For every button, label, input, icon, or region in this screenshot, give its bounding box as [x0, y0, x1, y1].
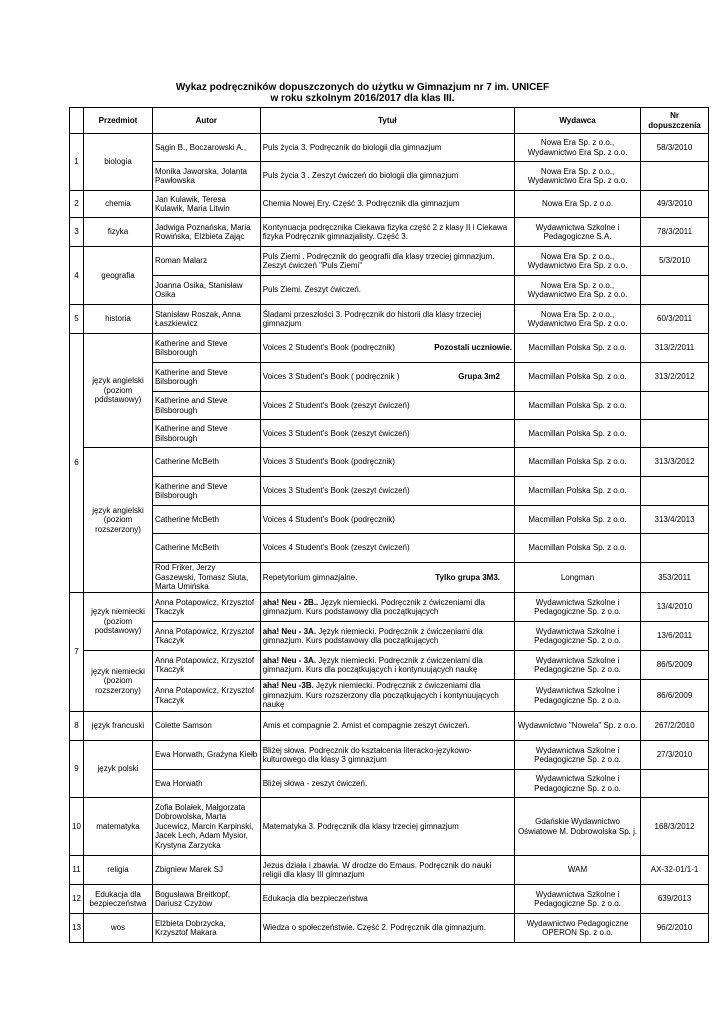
table-row: [70, 741, 709, 770]
approval-number-cell: [641, 162, 709, 191]
author-cell: Colette Samson: [152, 712, 260, 741]
approval-number-cell: 639/2013: [641, 885, 709, 914]
author-cell: Sągin B., Boczarowski A.,: [152, 134, 260, 162]
approval-number-cell: [641, 477, 709, 506]
subject-cell: matematyka: [84, 798, 153, 856]
title-cell: Puls Ziemi. Zeszyt ćwiczeń.: [260, 276, 514, 305]
publisher-cell: Macmillan Polska Sp. z o.o.: [515, 477, 641, 506]
approval-number-cell: 27/3/2010: [641, 741, 709, 770]
publisher-cell: Nowa Era Sp. z o.o., Wydawnictwo Era Sp. z o.o.: [515, 247, 641, 276]
group-number: 8: [70, 712, 84, 741]
approval-number-cell: 353/2011: [641, 563, 709, 593]
author-cell: Katherine and Steve Bilsborough: [152, 363, 260, 392]
table-row: [70, 506, 709, 534]
subject-cell: język angielski (poziom rozszerzony): [84, 448, 153, 593]
title-cell: Chemia Nowej Ery. Część 3. Podręcznik dla gimnazjum: [260, 191, 514, 218]
title-cell: Voices 4 Student's Book (podręcznik): [260, 506, 514, 534]
title-cell: Edukacja dla bezpieczeństwa: [260, 885, 514, 914]
subject-cell: język niemiecki (poziom podstawowy): [84, 593, 153, 651]
group-number: 12: [70, 885, 84, 914]
col-header-nr-lp: [70, 108, 84, 134]
author-cell: Ewa Horwath: [152, 770, 260, 798]
author-cell: Jan Kulawik, Teresa Kulawik, Maria Litwin: [152, 191, 260, 218]
publisher-cell: Macmillan Polska Sp. z o.o.: [515, 334, 641, 363]
table-row: [70, 563, 709, 593]
approval-number-cell: 49/3/2010: [641, 191, 709, 218]
subject-cell: historia: [84, 305, 153, 334]
subject-cell: język polski: [84, 741, 153, 798]
table-row: [70, 712, 709, 741]
author-cell: Zbigniew Marek SJ: [152, 856, 260, 885]
author-cell: Catherine McBeth: [152, 506, 260, 534]
approval-number-cell: 168/3/2012: [641, 798, 709, 856]
title-note: aha! Neu - 2B..: [262, 597, 319, 607]
title-cell: Bliżej słowa - zeszyt ćwiczeń.: [260, 770, 514, 798]
title-note: Pozostali uczniowie.: [434, 343, 512, 353]
author-cell: Anna Potapowicz, Krzysztof Tkaczyk: [152, 593, 260, 622]
title-cell: Voices 2 Student's Book (zeszyt ćwiczeń): [260, 392, 514, 420]
approval-number-cell: 96/2/2010: [641, 914, 709, 943]
group-number: 1: [70, 134, 84, 191]
title-note: aha! Neu - 3A.: [262, 626, 317, 636]
author-cell: Ewa Horwath, Grażyna Kiełb: [152, 741, 260, 770]
approval-number-cell: 78/3/2011: [641, 218, 709, 247]
table-row: [70, 334, 709, 363]
approval-number-cell: [641, 392, 709, 420]
publisher-cell: Wydawnictwa Szkolne i Pedagogiczne Sp. z o.o.: [515, 770, 641, 798]
col-header-tytul: Tytuł: [260, 108, 514, 134]
col-header-przedmiot: Przedmiot: [84, 108, 153, 134]
title-note: aha! Neu -3B.: [262, 681, 314, 691]
group-number: 5: [70, 305, 84, 334]
group-number: 11: [70, 856, 84, 885]
subject-cell: Edukacja dla bezpieczeństwa: [84, 885, 153, 914]
publisher-cell: Wydawnictwa Szkolne i Pedagogiczne Sp. z o.o.: [515, 593, 641, 622]
author-cell: Roman Malarz: [152, 247, 260, 276]
approval-number-cell: 13/6/2011: [641, 622, 709, 651]
subject-cell: biologia: [84, 134, 153, 191]
table-row: [70, 770, 709, 798]
table-row: [70, 420, 709, 448]
subject-cell: fizyka: [84, 218, 153, 247]
title-text: Język niemiecki. Podręcznik z ćwiczeniami dla gimnazjum. Kurs podstawowy dla początkujących: [262, 597, 486, 616]
publisher-cell: Wydawnictwa Szkolne i Pedagogiczne Sp. z o.o.: [515, 651, 641, 680]
publisher-cell: Gdańskie Wydawnictwo Oświatowe M. Dobrowolska Sp. j.: [515, 798, 641, 856]
group-number: 9: [70, 741, 84, 798]
title-text: Język niemiecki. Podręcznik z ćwiczeniami dla gimnazjum. Kurs podstawowy dla początkujących: [262, 626, 483, 645]
table-row: [70, 798, 709, 856]
title-cell: Puls życia 3 . Zeszyt ćwiczeń do biologii dla gimnazjum: [260, 162, 514, 191]
author-cell: Jadwiga Poznańska, Maria Rowińska, Elżbieta Zając: [152, 218, 260, 247]
title-text: Repetytorium gimnazjalne.: [262, 572, 358, 582]
approval-number-cell: [641, 534, 709, 563]
publisher-cell: Macmillan Polska Sp. z o.o.: [515, 534, 641, 563]
publisher-cell: Longman: [515, 563, 641, 593]
publisher-cell: Wydawnictwo "Nowela" Sp. z o.o.: [515, 712, 641, 741]
title-note: Grupa 3m2: [458, 372, 500, 382]
approval-number-cell: [641, 276, 709, 305]
group-number: 2: [70, 191, 84, 218]
title-cell: Voices 3 Student's Book (zeszyt ćwiczeń): [260, 420, 514, 448]
approval-number-cell: 5/3/2010: [641, 247, 709, 276]
publisher-cell: Nowa Era Sp. z o.o., Wydawnictwo Era Sp. z o.o.: [515, 162, 641, 191]
table-row: [70, 622, 709, 651]
approval-number-cell: 86/6/2009: [641, 680, 709, 712]
author-cell: Anna Potapowicz, Krzysztof Tkaczyk: [152, 622, 260, 651]
approval-number-cell: 86/5/2009: [641, 651, 709, 680]
table-row: [70, 276, 709, 305]
title-cell: Voices 3 Student's Book (podręcznik): [260, 448, 514, 477]
publisher-cell: Wydawnictwa Szkolne i Pedagogiczne S.A.: [515, 218, 641, 247]
publisher-cell: Wydawnictwa Szkolne i Pedagogiczne Sp. z o.o.: [515, 741, 641, 770]
approval-number-cell: 313/2/2012: [641, 363, 709, 392]
publisher-cell: Macmillan Polska Sp. z o.o.: [515, 420, 641, 448]
subject-cell: język angielski (poziom pddstawowy): [84, 334, 153, 448]
subject-cell: język niemiecki (poziom rozszerzony): [84, 651, 153, 712]
table-row: [70, 448, 709, 477]
publisher-cell: Macmillan Polska Sp. z o.o.: [515, 506, 641, 534]
title-cell: Voices 3 Student's Book (zeszyt ćwiczeń): [260, 477, 514, 506]
approval-number-cell: 267/2/2010: [641, 712, 709, 741]
author-cell: Katherine and Steve Bilsborough: [152, 334, 260, 363]
col-header-wydawca: Wydawca: [515, 108, 641, 134]
table-row: [70, 593, 709, 622]
approval-number-cell: 313/3/2012: [641, 448, 709, 477]
table-row: [70, 680, 709, 712]
group-number: 3: [70, 218, 84, 247]
table-row: [70, 134, 709, 162]
col-header-autor: Autor: [152, 108, 260, 134]
table-row: [70, 651, 709, 680]
author-cell: Katherine and Steve Bilsborough: [152, 420, 260, 448]
approval-number-cell: 58/3/2010: [641, 134, 709, 162]
subject-cell: chemia: [84, 191, 153, 218]
title-cell: [260, 680, 514, 712]
title-note: aha! Neu - 3A.: [262, 655, 317, 665]
title-cell: Puls życia 3. Podręcznik do biologii dla gimnazjum: [260, 134, 514, 162]
title-cell: Amis et compagnie 2. Amist et compagnie zeszyt ćwiczeń.: [260, 712, 514, 741]
author-cell: Catherine McBeth: [152, 448, 260, 477]
header-row: [70, 108, 709, 134]
title-cell: [260, 334, 514, 363]
group-number: 7: [70, 593, 84, 712]
subject-cell: geografia: [84, 247, 153, 305]
document-subtitle: w roku szkolnym 2016/2017 dla klas III.: [270, 93, 455, 104]
author-cell: Catherine McBeth: [152, 534, 260, 563]
subject-cell: wos: [84, 914, 153, 943]
title-cell: Voices 4 Student's Book (zeszyt ćwiczeń): [260, 534, 514, 563]
table-row: [70, 914, 709, 943]
subject-cell: język francuski: [84, 712, 153, 741]
author-cell: Katherine and Steve Bilsborough: [152, 392, 260, 420]
group-number: 4: [70, 247, 84, 305]
publisher-cell: Wydawnictwo Pedagogiczne OPERON Sp. z o.o.: [515, 914, 641, 943]
table-row: [70, 218, 709, 247]
title-text: Język niemiecki. Podręcznik z ćwiczeniami dla gimnazjum. Kurs dla początkujących i kontynuujących naukę: [262, 655, 483, 674]
col-header-nr: Nr dopuszczenia: [641, 108, 709, 134]
title-cell: [260, 622, 514, 651]
title-cell: Puls Ziemi . Podręcznik do geografii dla klasy trzeciej gimnazjum. Zeszyt ćwiczeń "Puls Ziemi": [260, 247, 514, 276]
textbook-table: [69, 107, 709, 943]
publisher-cell: Wydawnictwa Szkolne i Pedagogiczne Sp. z o.o.: [515, 680, 641, 712]
approval-number-cell: AX-32-01/1-1: [641, 856, 709, 885]
document-title: Wykaz podręczników dopuszczonych do użytku w Gimnazjum nr 7 im. UNICEF: [175, 82, 550, 93]
publisher-cell: Macmillan Polska Sp. z o.o.: [515, 392, 641, 420]
publisher-cell: WAM: [515, 856, 641, 885]
title-cell: Kontynuacja podręcznika Ciekawa fizyka część 2 z klasy II i Ciekawa fizyka Podręcznik gimnazjalisty. Część 3.: [260, 218, 514, 247]
table-row: [70, 247, 709, 276]
publisher-cell: Wydawnictwa Szkolne i Pedagogiczne Sp. z o.o.: [515, 885, 641, 914]
group-number: 6: [70, 334, 84, 593]
approval-number-cell: 313/4/2013: [641, 506, 709, 534]
author-cell: Katherine and Steve Bilsborough: [152, 477, 260, 506]
title-note: Tylko grupa 3M3.: [435, 572, 500, 582]
approval-number-cell: 13/4/2010: [641, 593, 709, 622]
author-cell: Stanisław Roszak, Anna Łaszkiewicz: [152, 305, 260, 334]
author-cell: Elżbieta Dobrzycka, Krzysztof Makara: [152, 914, 260, 943]
publisher-cell: Nowa Era Sp. z o.o., Wydawnictwo Era Sp. z o.o.: [515, 134, 641, 162]
table-row: [70, 162, 709, 191]
author-cell: Joanna Osika, Stanisław Osika: [152, 276, 260, 305]
title-cell: Wiedza o społeczeństwie. Część 2. Podręcznik dla gimnazjum.: [260, 914, 514, 943]
table-row: [70, 392, 709, 420]
publisher-cell: Wydawnictwa Szkolne i Pedagogiczne Sp. z o.o.: [515, 622, 641, 651]
group-number: 13: [70, 914, 84, 943]
table-row: [70, 305, 709, 334]
author-cell: Monika Jaworska, Jolanta Pawłowska: [152, 162, 260, 191]
approval-number-cell: [641, 770, 709, 798]
title-cell: Matematyka 3. Podręcznik dla klasy trzeciej gimnazjum: [260, 798, 514, 856]
title-cell: Bliżej słowa. Podręcznik do kształcenia literacko-językowo-kulturowego dla klasy 3 gimnazjum: [260, 741, 514, 770]
approval-number-cell: [641, 420, 709, 448]
title-cell: Śladami przeszłości 3. Podręcznik do historii dla klasy trzeciej gimnazjum: [260, 305, 514, 334]
author-cell: Anna Potapowicz, Krzysztof Tkaczyk: [152, 680, 260, 712]
table-row: [70, 477, 709, 506]
title-cell: [260, 651, 514, 680]
title-cell: [260, 563, 514, 593]
subject-cell: religia: [84, 856, 153, 885]
publisher-cell: Nowa Era Sp. z o.o.: [515, 191, 641, 218]
title-cell: [260, 363, 514, 392]
title-cell: Jezus działa i zbawia. W drodze do Emaus. Podręcznik do nauki religii dla klasy III gimnazjum: [260, 856, 514, 885]
title-text: Voices 3 Student's Book ( podręcznik ): [262, 372, 400, 382]
title-cell: [260, 593, 514, 622]
table-row: [70, 363, 709, 392]
author-cell: Anna Potapowicz, Krzysztof Tkaczyk: [152, 651, 260, 680]
publisher-cell: Macmillan Polska Sp. z o.o.: [515, 448, 641, 477]
table-row: [70, 856, 709, 885]
table-row: [70, 534, 709, 563]
publisher-cell: Nowa Era Sp. z o.o., Wydawnictwo Era Sp. z o.o.: [515, 305, 641, 334]
author-cell: Rod Friker, Jerzy Gaszewski, Tomasz Siuta, Marta Umińska: [152, 563, 260, 593]
approval-number-cell: 313/2/2011: [641, 334, 709, 363]
title-text: Język niemiecki. Podręcznik z ćwiczeniami dla gimnazjum. Kurs rozszerzony dla początkujących i kontynuujących naukę: [262, 681, 499, 710]
group-number: 10: [70, 798, 84, 856]
title-text: Voices 2 Student's Book (podręcznik): [262, 343, 395, 353]
author-cell: Bogusława Breitkopf, Dariusz Czyżow: [152, 885, 260, 914]
approval-number-cell: 60/3/2011: [641, 305, 709, 334]
author-cell: Zofia Bolałek, Małgorzata Dobrowolska, Marta Jucewicz, Marcin Karpinski, Jacek Lech, Adam Mysior, Krystyna Zarzycka: [152, 798, 260, 856]
table-row: [70, 885, 709, 914]
publisher-cell: Macmillan Polska Sp. z o.o.: [515, 363, 641, 392]
table-row: [70, 191, 709, 218]
publisher-cell: Nowa Era Sp. z o.o., Wydawnictwo Era Sp. z o.o.: [515, 276, 641, 305]
